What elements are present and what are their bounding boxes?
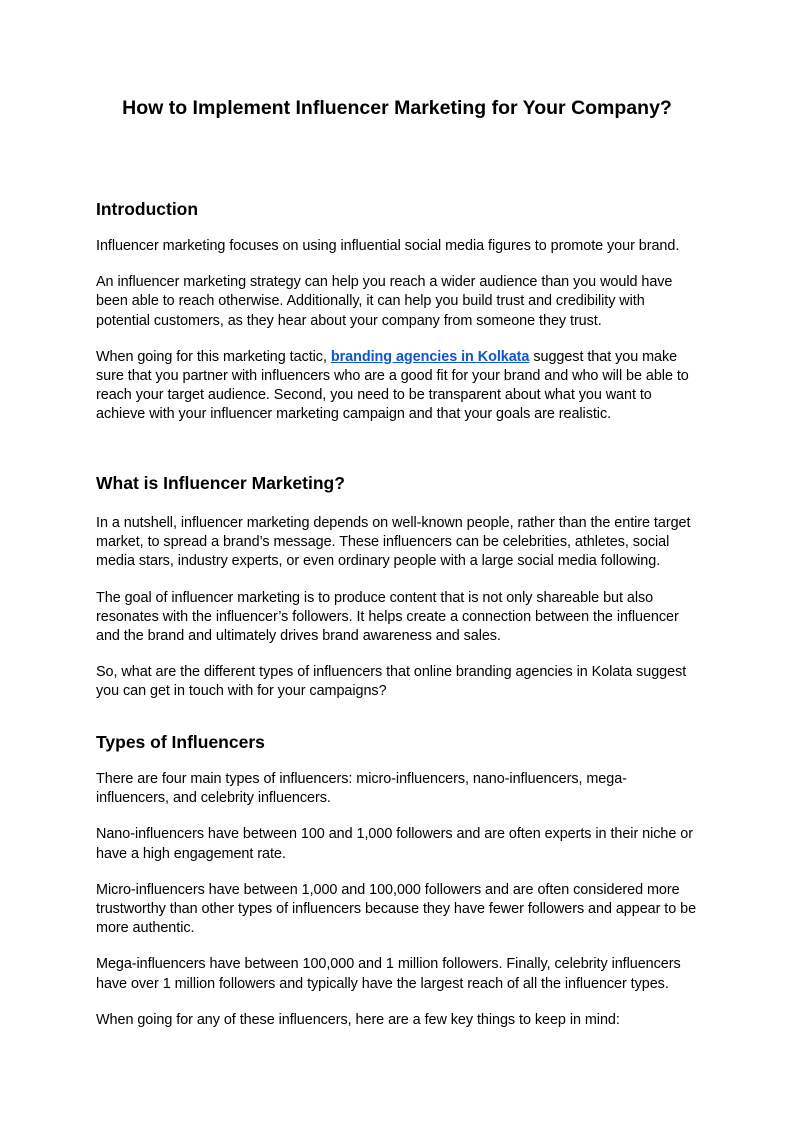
intro-paragraph-3-before: When going for this marketing tactic, bbox=[96, 348, 331, 365]
document-title: How to Implement Influencer Marketing for Your Company? bbox=[122, 97, 672, 119]
types-paragraph-4: Mega-influencers have between 100,000 and 1 million followers. Finally, celebrity influencers have over 1 million followers and typically have the largest reach of all the influencer types. bbox=[96, 956, 681, 992]
intro-paragraph-3-after: suggest that you make sure that you partner with influencers who are a good fit for your brand and who will be able to reach your target audience. Second, you need to be transparent about what you want to achieve with your influencer marketing campaign and that your goals are realistic. bbox=[96, 348, 689, 423]
section-types bbox=[96, 731, 698, 1030]
what-is-paragraph-2: The goal of influencer marketing is to produce content that is not only shareable but also resonates with the influencer’s followers. It helps create a connection between the influencer and the brand and ultimately drives brand awareness and sales. bbox=[96, 589, 679, 645]
intro-paragraph-2: An influencer marketing strategy can help you reach a wider audience than you would have been able to reach otherwise. Additionally, it can help you build trust and credibility with potential customers, as they hear about your company from someone they trust. bbox=[96, 274, 673, 329]
intro-paragraph-1: Influencer marketing focuses on using influential social media figures to promote your brand. bbox=[96, 238, 680, 254]
types-paragraph-3: Micro-influencers have between 1,000 and 100,000 followers and are often considered more trustworthy than other types of influencers because they have fewer followers and appear to be more authentic. bbox=[96, 881, 697, 937]
branding-agencies-link[interactable]: branding agencies in Kolkata bbox=[330, 348, 530, 365]
section-what-is bbox=[96, 472, 698, 702]
types-paragraph-5: When going for any of these influencers, here are a few key things to keep in mind: bbox=[96, 1011, 620, 1028]
section-introduction bbox=[96, 198, 698, 425]
what-is-paragraph-3: So, what are the different types of influencers that online branding agencies in Kolata suggest you can get in touch with for your campaigns? bbox=[96, 664, 687, 700]
intro-paragraph-3 bbox=[96, 348, 698, 425]
types-paragraph-2: Nano-influencers have between 100 and 1,000 followers and are often experts in their niche or have a high engagement rate. bbox=[96, 826, 693, 862]
heading-introduction: Introduction bbox=[96, 199, 199, 219]
heading-types: Types of Influencers bbox=[96, 732, 265, 752]
heading-what-is: What is Influencer Marketing? bbox=[96, 473, 345, 493]
types-paragraph-1: There are four main types of influencers: micro-influencers, nano-influencers, mega-influencers, and celebrity influencers. bbox=[96, 771, 627, 807]
what-is-paragraph-1: In a nutshell, influencer marketing depends on well-known people, rather than the entire target market, to spread a brand’s message. These influencers can be celebrities, athletes, social media stars, industry experts, or even ordinary people with a large social media following. bbox=[96, 515, 691, 570]
